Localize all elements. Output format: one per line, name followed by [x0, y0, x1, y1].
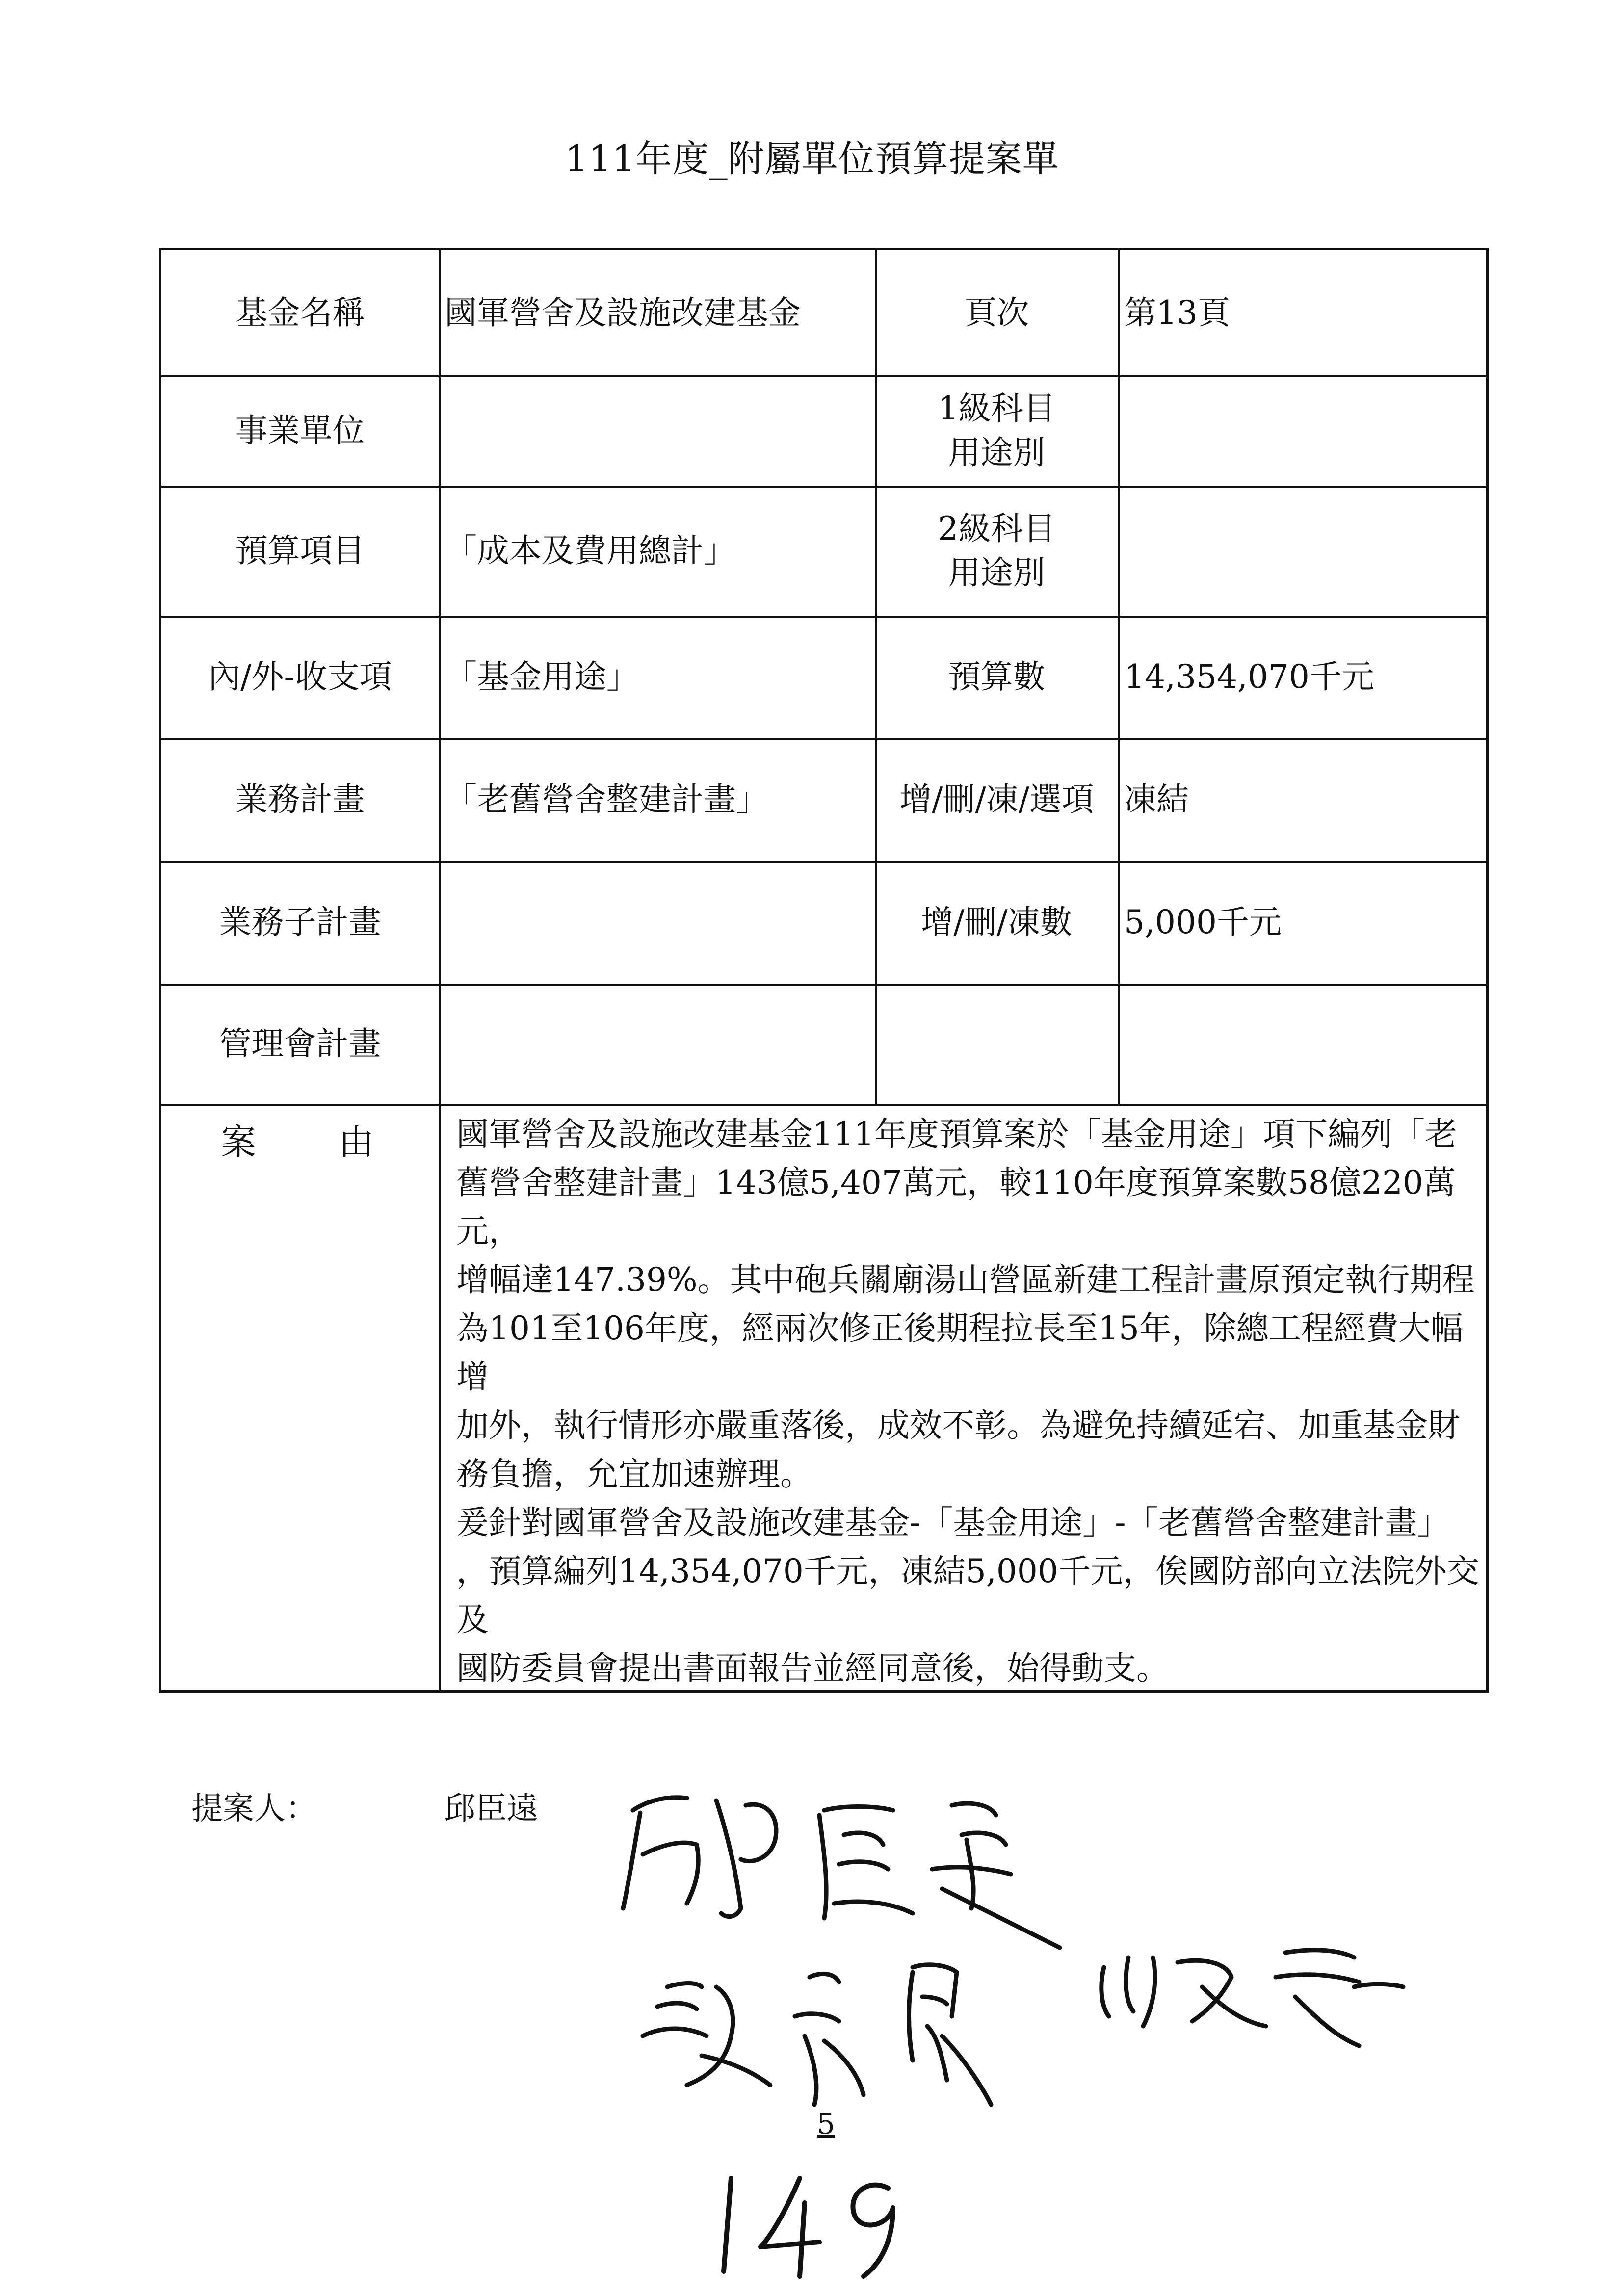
income-expense-value: 「基金用途」 [445, 658, 639, 696]
level2-subject-label [875, 486, 1118, 616]
budget-amount-value: 14,354,070千元 [1124, 658, 1374, 696]
level1-subject-line2: 用途別 [948, 433, 1046, 471]
reason-label-char2: 由 [339, 1122, 375, 1163]
level2-subject-value [1118, 486, 1486, 616]
action-amount-label: 增/刪/凍數 [921, 903, 1073, 941]
budget-item-label: 預算項目 [235, 531, 365, 570]
proposer-label: 提案人： [191, 1791, 317, 1827]
budget-item-value: 「成本及費用總計」 [445, 531, 736, 570]
budget-amount-label: 預算數 [948, 658, 1046, 696]
level1-subject-line1: 1級科目 [938, 390, 1056, 428]
level1-subject-label [875, 375, 1118, 486]
action-option-value: 凍結 [1124, 781, 1189, 819]
page-label: 頁次 [964, 293, 1029, 332]
page-number: 5 [817, 2107, 835, 2140]
income-expense-label: 內/外-收支項 [208, 658, 392, 696]
row-divider [161, 1104, 1486, 1106]
fund-name-value: 國軍營舍及設施改建基金 [445, 293, 801, 332]
proposer-name: 邱臣遠 [444, 1791, 538, 1827]
reason-label-char1: 案 [221, 1122, 258, 1163]
sub-plan-label: 業務子計畫 [219, 903, 381, 941]
level2-subject-line2: 用途別 [948, 553, 1046, 592]
business-unit-label: 事業單位 [235, 411, 365, 449]
sub-plan-value [439, 861, 875, 984]
level2-subject-line1: 2級科目 [938, 510, 1056, 548]
page-value: 第13頁 [1124, 293, 1230, 332]
fund-name-label: 基金名稱 [235, 293, 365, 332]
business-unit-value [439, 375, 875, 486]
document-title: 111年度_附屬單位預算提案單 [565, 138, 1059, 180]
action-option-label: 增/刪/凍/選項 [899, 781, 1094, 819]
handwritten-page-number [702, 2159, 947, 2286]
handwritten-signature [589, 1742, 1570, 2134]
management-plan-label: 管理會計畫 [219, 1024, 381, 1063]
level1-subject-value [1118, 375, 1486, 486]
reason-text: 國軍營舍及設施改建基金111年度預算案於「基金用途」項下編列「老 舊營舍整建計畫」143億5,407萬元，較110年度預算案數58億220萬元， 增幅達147.39%。其中砲兵關廟湯山營區新建工程計畫原預定執行期程 為101至106年度，經兩次修正後期程拉長至15年，除總工程經費大幅增 加外，執行情形亦嚴重落後，成效不彰。為避免持續延宕、加重基金財 務負擔，允宜加速辦理。 爰針對國軍營舍及設施改建基金-「基金用途」-「老舊營舍整建計畫」 ，預算編列14,354,070千元，凍結5,000千元，俟國防部向立法院外交及 國防委員會提出書面報告並經同意後，始得動支。 [456, 1115, 1479, 1687]
action-amount-value: 5,000千元 [1124, 903, 1282, 941]
management-plan-value [439, 984, 875, 1104]
business-plan-value: 「老舊營舍整建計畫」 [445, 781, 768, 819]
business-plan-label: 業務計畫 [235, 781, 365, 819]
